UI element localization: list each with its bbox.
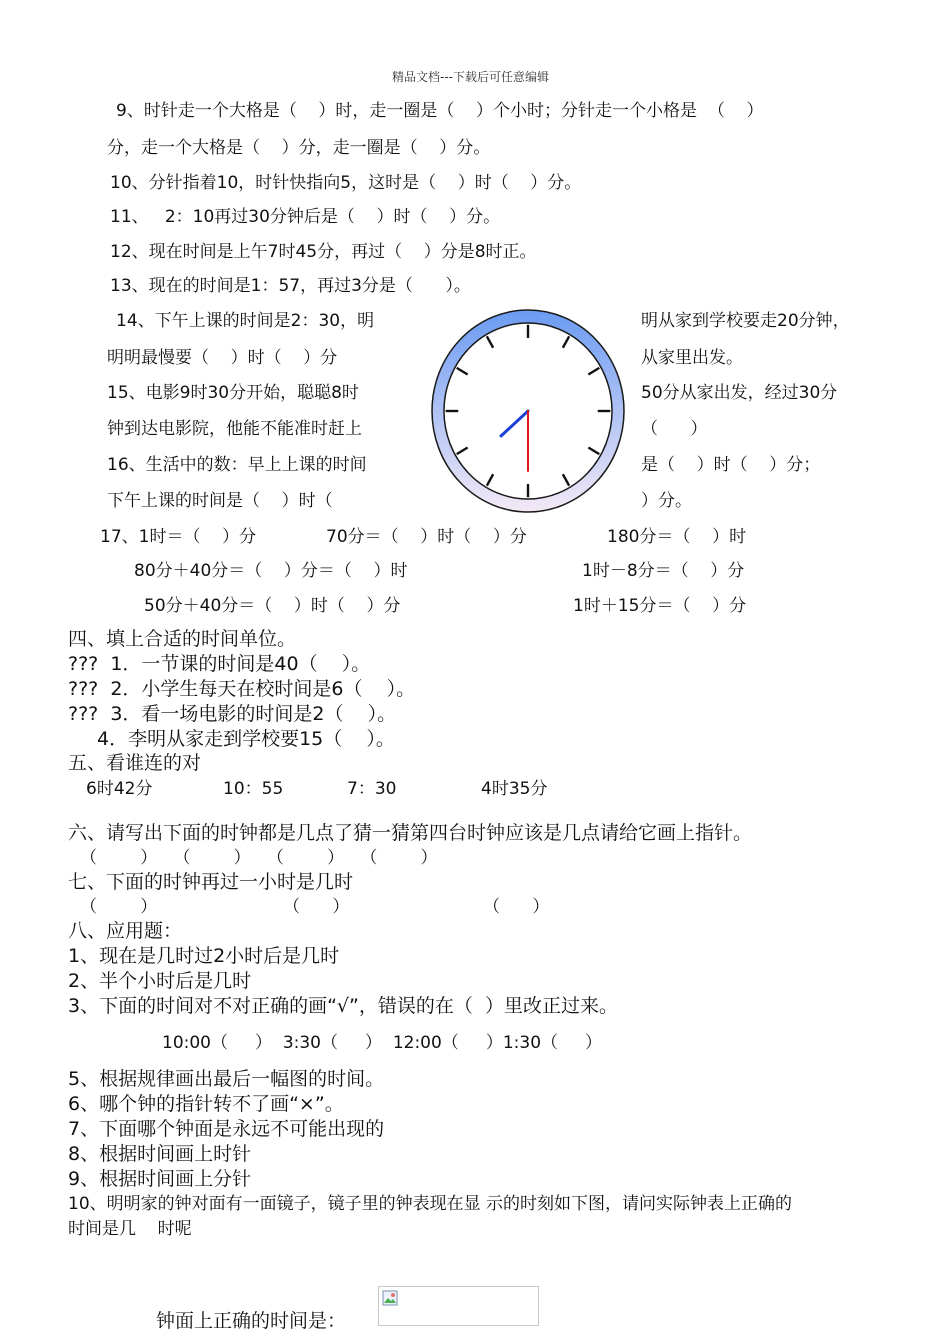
question-11: 11、 2：10再过30分钟后是（ ）时（ ）分。	[110, 207, 501, 227]
question-15-right2: （ ）	[641, 419, 708, 439]
question-10: 10、分针指着10，时针快指向5，这时是（ ）时（ ）分。	[110, 173, 582, 193]
section-8-item-7: 7、下面哪个钟面是永远不可能出现的	[68, 1118, 385, 1140]
section-5-time-4: 4时35分	[481, 779, 548, 799]
question-14-left2: 明明最慢要（ ）时（ ）分	[107, 348, 338, 368]
question-9-line2: 分，走一个大格是（ ）分，走一圈是（ ）分。	[107, 138, 491, 158]
question-15-right1: 50分从家出发，经过30分	[641, 383, 838, 403]
section-8-item-9: 9、根据时间画上分针	[68, 1168, 252, 1190]
question-17-g: 1时＋15分＝（ ）分	[573, 596, 747, 616]
section-5-time-3: 7：30	[347, 779, 397, 799]
question-17-f: 50分＋40分＝（ ）时（ ）分	[144, 596, 401, 616]
section-4-item-2: ??? 2．小学生每天在校时间是6（ ）。	[68, 678, 416, 700]
section-6-blanks: （ ） （ ） （ ） （ ）	[80, 848, 438, 868]
section-7-blank-3: （ ）	[483, 897, 550, 917]
question-17-b: 70分＝（ ）时（ ）分	[326, 527, 527, 547]
section-5-time-2: 10：55	[223, 779, 284, 799]
section-6-heading: 六、请写出下面的时钟都是几点了猜一猜第四台时钟应该是几点请给它画上指针。	[68, 822, 753, 844]
section-4-item-3: ??? 3．看一场电影的时间是2（ ）。	[68, 703, 397, 725]
answer-label: 钟面上正确的时间是：	[156, 1310, 347, 1332]
question-16-right1: 是（ ）时（ ）分；	[641, 455, 821, 475]
question-14-left1: 14、下午上课的时间是2：30，明	[116, 311, 375, 331]
question-16-right2: ）分。	[641, 491, 692, 511]
section-5-heading: 五、看谁连的对	[68, 752, 202, 774]
question-17-e: 1时－8分＝（ ）分	[582, 561, 745, 581]
question-14-right2: 从家里出发。	[641, 348, 743, 368]
section-8-item-2: 2、半个小时后是几时	[68, 970, 252, 992]
section-4-item-1: ??? 1．一节课的时间是40（ ）。	[68, 653, 371, 675]
question-12: 12、现在时间是上午7时45分，再过（ ）分是8时正。	[110, 242, 537, 262]
section-8-item-3-times: 10:00（ ） 3:30（ ） 12:00（ ）1:30（ ）	[162, 1033, 603, 1053]
question-13: 13、现在的时间是1：57，再过3分是（ ）。	[110, 276, 471, 296]
question-15-left1: 15、电影9时30分开始，聪聪8时	[107, 383, 359, 403]
question-14-right1: 明从家到学校要走20分钟，	[641, 311, 850, 331]
section-8-heading: 八、应用题：	[68, 920, 183, 942]
section-8-item-1: 1、现在是几时过2小时后是几时	[68, 945, 340, 967]
section-8-item-5: 5、根据规律画出最后一幅图的时间。	[68, 1068, 385, 1090]
section-4-heading: 四、填上合适的时间单位。	[68, 628, 297, 650]
question-17-d: 80分＋40分＝（ ）分＝（ ）时	[134, 561, 408, 581]
question-15-left2: 钟到达电影院，他能不能准时赶上	[107, 419, 362, 439]
question-9-line1: 9、时针走一个大格是（ ）时，走一圈是（ ）个小时；分针走一个小格是 （ ）	[116, 101, 764, 121]
question-17-a: 17、1时＝（ ）分	[100, 527, 257, 547]
section-4-item-4: 4．李明从家走到学校要15（ ）。	[97, 728, 395, 750]
section-8-item-10-line1: 10、明明家的钟对面有一面镜子，镜子里的钟表现在显 示的时刻如下图，请问实际钟表上正确的	[68, 1194, 793, 1214]
section-8-item-6: 6、哪个钟的指针转不了画“×”。	[68, 1093, 344, 1115]
section-7-blank-2: （ ）	[283, 897, 350, 917]
page-header: 精品文档---下载后可任意编辑	[392, 70, 549, 84]
section-8-item-8: 8、根据时间画上时针	[68, 1143, 252, 1165]
broken-image-placeholder	[378, 1286, 539, 1326]
section-8-item-10-line2: 时间是几 时呢	[68, 1219, 192, 1239]
question-17-c: 180分＝（ ）时	[607, 527, 747, 547]
question-16-left1: 16、生活中的数：早上上课的时间	[107, 455, 367, 475]
section-7-heading: 七、下面的时钟再过一小时是几时	[68, 871, 354, 893]
section-7-blank-1: （ ）	[80, 897, 158, 917]
clock-illustration	[430, 308, 626, 514]
section-5-time-1: 6时42分	[86, 779, 153, 799]
broken-image-icon	[382, 1290, 398, 1306]
question-16-left2: 下午上课的时间是（ ）时（	[107, 491, 333, 511]
section-8-item-3: 3、下面的时间对不对正确的画“√”，错误的在（ ）里改正过来。	[68, 995, 618, 1017]
